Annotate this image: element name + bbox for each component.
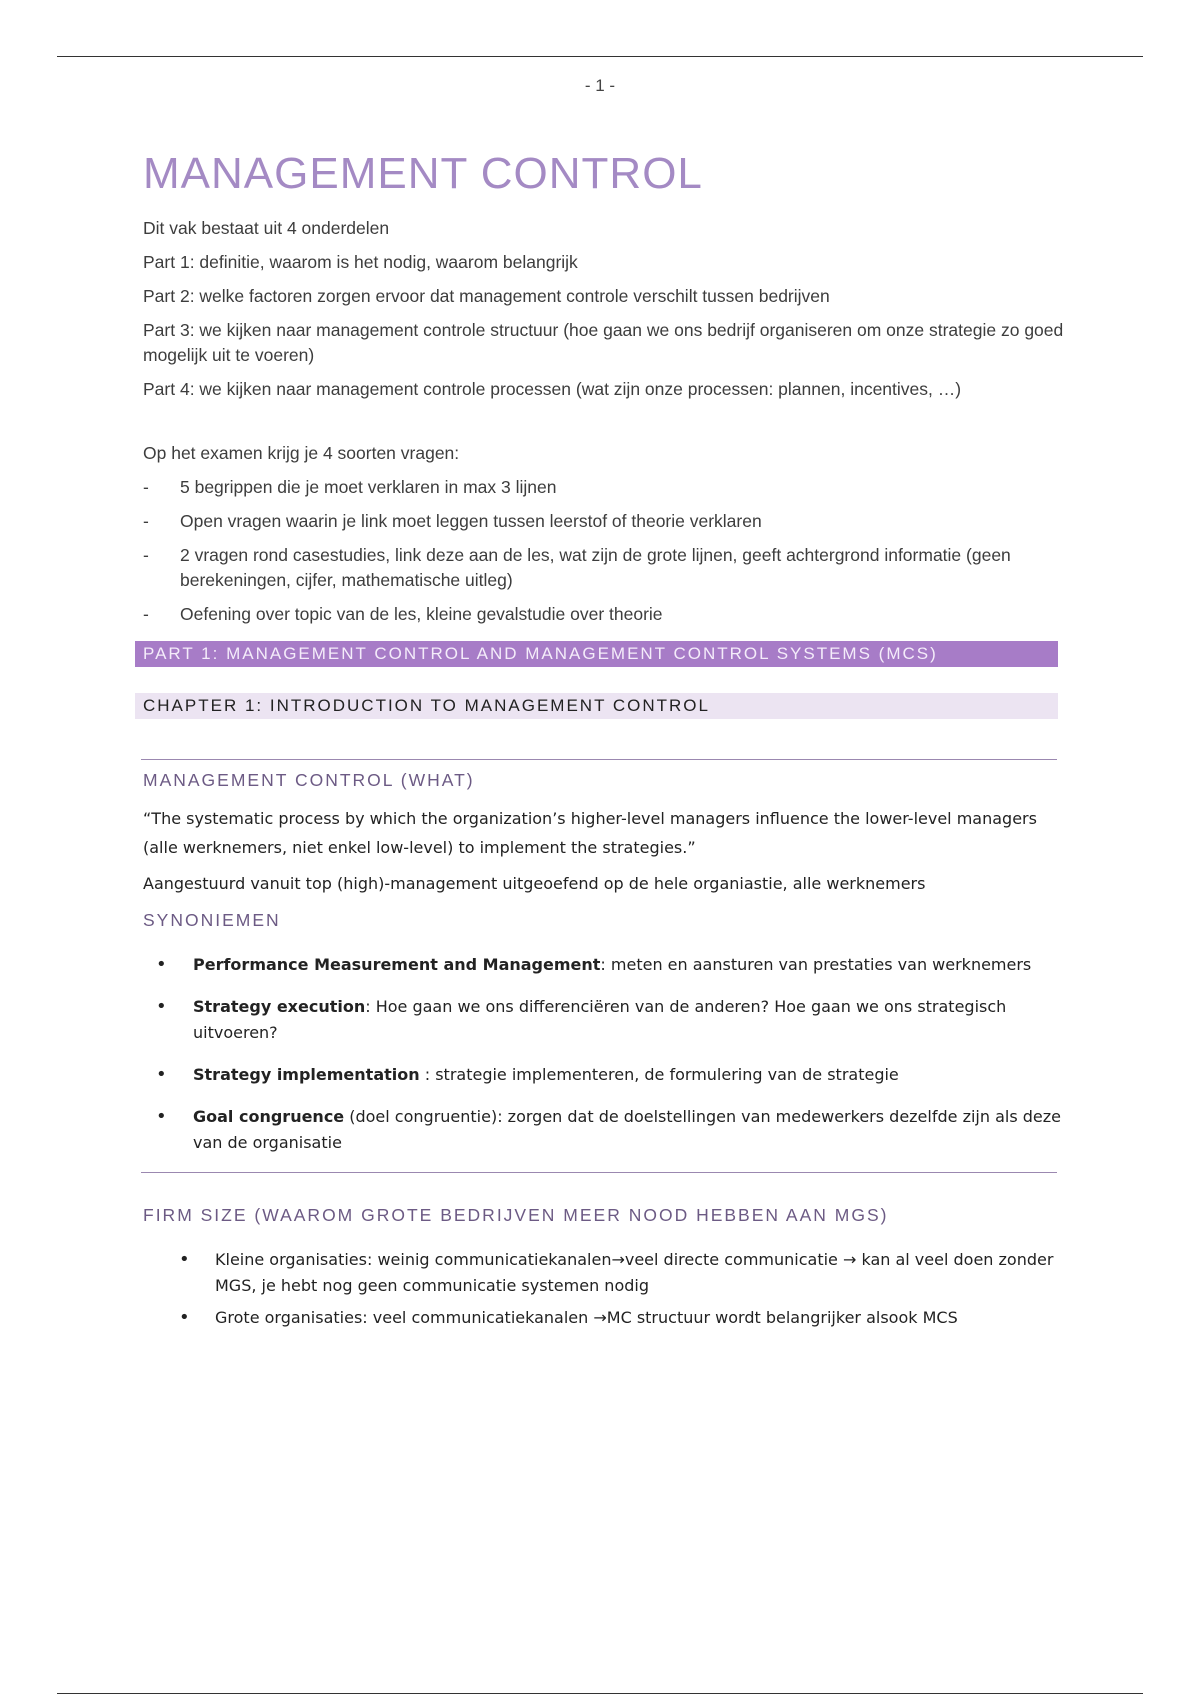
dash-marker: - [143, 545, 149, 565]
definition-quote: “The systematic process by which the organization’s higher-level managers influence the lower-level managers (alle werknemers, niet enkel low-level) to implement the strategies.” [143, 809, 1037, 857]
synonyms-list [143, 952, 1073, 1156]
exam-question-list [143, 475, 1073, 627]
intro-line: Dit vak bestaat uit 4 onderdelen [143, 218, 390, 238]
intro-line: Part 1: definitie, waarom is het nodig, waarom belangrijk [143, 252, 578, 272]
top-rule [57, 56, 1143, 57]
list-item: • Kleine organisaties: weinig communicatiekanalen→veel directe communicatie → kan al veel doen zonder MGS, je hebt nog geen communicatie systemen nodig [179, 1249, 1054, 1295]
list-item: • Performance Measurement and Management: meten en aansturen van prestaties van werknemers [143, 952, 1073, 978]
dash-marker: - [143, 511, 149, 531]
list-item: - Oefening over topic van de les, kleine gevalstudie over theorie [143, 602, 1073, 627]
list-item: - 2 vragen rond casestudies, link deze aan de les, wat zijn de grote lijnen, geeft achtergrond informatie (geen berekeningen, cijfer, mathematische uitleg) [143, 545, 1011, 590]
firm-size-list [143, 1247, 1073, 1331]
intro-section [143, 216, 1073, 402]
bullet-icon: • [156, 1064, 167, 1085]
bullet-icon: • [179, 1307, 190, 1328]
document-title: MANAGEMENT CONTROL [143, 149, 703, 198]
exam-intro: Op het examen krijg je 4 soorten vragen: [143, 443, 460, 463]
section-heading-mc-what: MANAGEMENT CONTROL (WHAT) [143, 770, 475, 790]
list-item: - Open vragen waarin je link moet leggen tussen leerstof of theorie verklaren [143, 509, 1073, 534]
bullet-icon: • [179, 1249, 190, 1270]
bullet-icon: • [156, 954, 167, 975]
intro-line: Part 2: welke factoren zorgen ervoor dat management controle verschilt tussen bedrijven [143, 286, 830, 306]
dash-marker: - [143, 604, 149, 624]
list-item: • Strategy execution: Hoe gaan we ons differenciëren van de anderen? Hoe gaan we ons strategisch uitvoeren? [156, 996, 1007, 1042]
intro-line: Part 4: we kijken naar management controle processen (wat zijn onze processen: plannen, incentives, …) [143, 379, 962, 399]
definition-note: Aangestuurd vanuit top (high)-management uitgeoefend op de hele organiastie, alle werknemers [143, 874, 926, 893]
list-item: • Goal congruence (doel congruentie): zorgen dat de doelstellingen van medewerkers dezelfde zijn als deze van de organisatie [156, 1106, 1061, 1152]
bullet-icon: • [156, 996, 167, 1017]
part-heading: PART 1: MANAGEMENT CONTROL AND MANAGEMENT CONTROL SYSTEMS (MCS) [135, 641, 1058, 667]
list-item: • Strategy implementation : strategie implementeren, de formulering van de strategie [143, 1062, 1073, 1088]
document-body [143, 146, 1073, 1337]
dash-marker: - [143, 477, 149, 497]
intro-line: Part 3: we kijken naar management controle structuur (hoe gaan we ons bedrijf organiseren om onze strategie zo goed mogelijk uit te voeren) [143, 320, 1064, 365]
bottom-rule [57, 1693, 1143, 1694]
section-heading-firm-size: FIRM SIZE (WAAROM GROTE BEDRIJVEN MEER NOOD HEBBEN AAN MGS) [143, 1205, 889, 1225]
chapter-heading: CHAPTER 1: INTRODUCTION TO MANAGEMENT CONTROL [135, 693, 1058, 719]
list-item: • Grote organisaties: veel communicatiekanalen →MC structuur wordt belangrijker alsook MCS [143, 1305, 1078, 1331]
bullet-icon: • [156, 1106, 167, 1127]
section-divider [141, 759, 1057, 760]
list-item: - 5 begrippen die je moet verklaren in max 3 lijnen [143, 475, 1073, 500]
page-number: - 1 - [584, 76, 616, 95]
section-heading-synonyms: SYNONIEMEN [143, 910, 281, 930]
section-divider [141, 1172, 1057, 1173]
